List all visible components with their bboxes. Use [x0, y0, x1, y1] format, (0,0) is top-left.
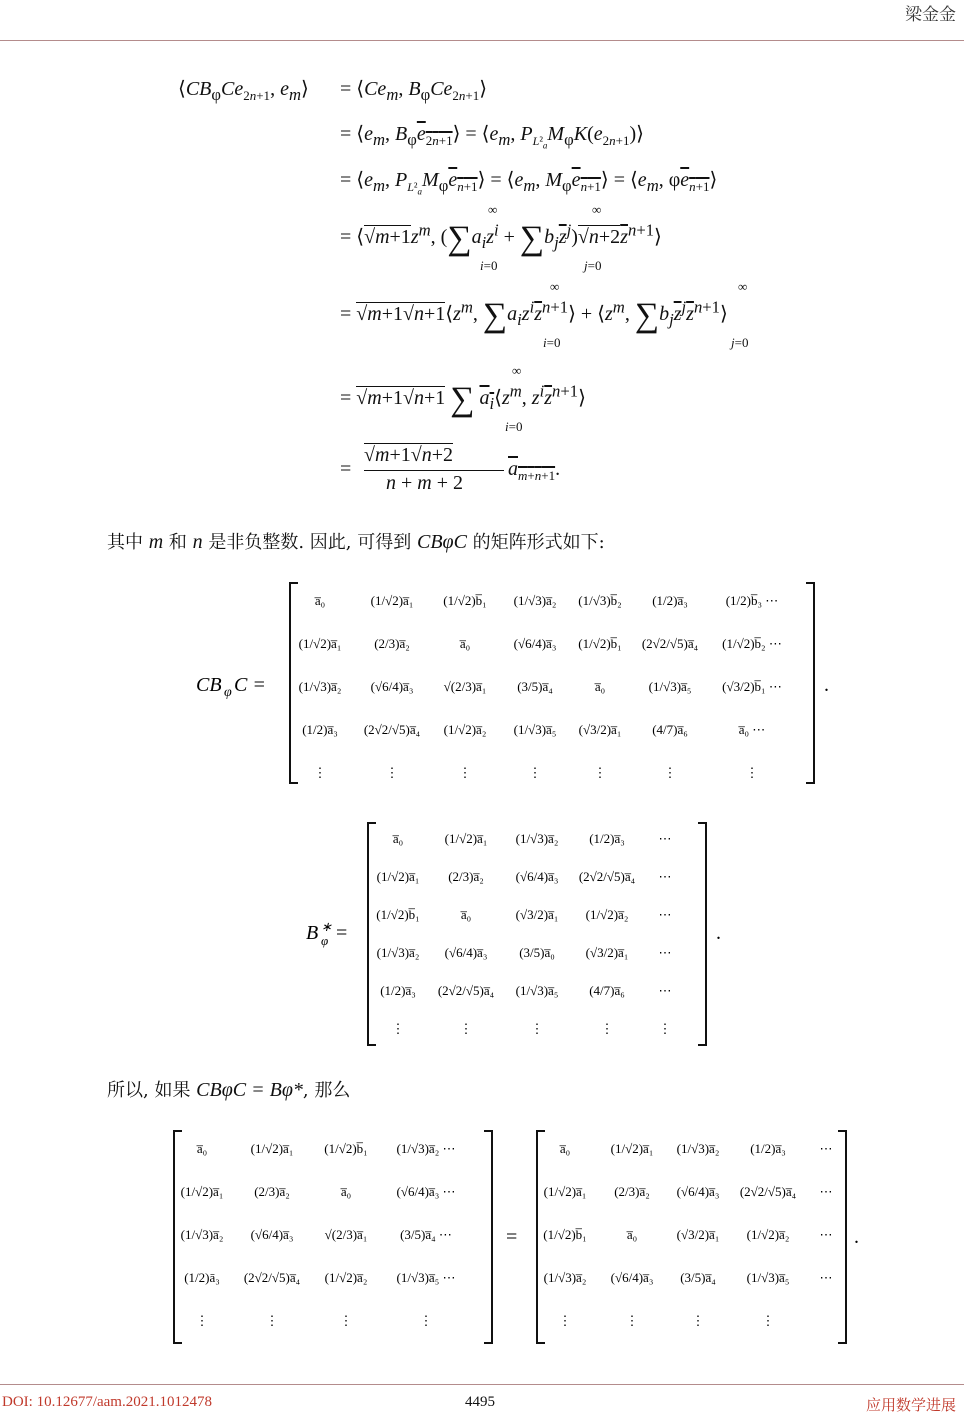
equation-line-2: = $⟨e_m$, $B_\varphi e_{2n+1}⟩$ = $⟨e_m$, $P_{L^2_a}M_\varphi K(e_{2n+1})⟩$: [340, 123, 644, 151]
matrix-cell: (√3/2)a̅₁: [515, 907, 559, 922]
matrix-cell: ⋯: [819, 1270, 833, 1285]
equation-block: $⟨CB_\varphi Ce_{2n+1}$, $e_m⟩$ = $⟨Ce_m$, $B_\varphi Ce_{2n+1}⟩$ = $⟨e_m$, $B_\varphi e_{2n+1}⟩$ = $⟨e_m$, $P_{L^2_a}M_\varphi K(e_{2n+1})⟩$ = $⟨e_m$, $P_{L^2_a}M_\varphi e_{n+1}⟩$ = $⟨e_m$, $M_\varphi e_{n+1}⟩$ = $⟨e_m$, $\varphi e_{n+1}⟩$ = $⟨√m+1z^m$, ($\sum a_iz^i$ + $\sum b_j\overline{z}^j)√n+2\overline{z}^{n+1}⟩$ ∞ i=0 ∞ j=0 = $√m+1√n+1⟨z^m$, $\sum a_iz^i\overline{z}^{n+1}⟩$ + $⟨z^m$, $\sum b_j\overline{z}^j\overline{z}^{n+1}⟩$ ∞ i=0 ∞ j=0 = √m+1√n+1 ∑ $a_i⟨z^m$, $z^i\overline{z}^{n+1}⟩$ ∞ i=0 = √m+1√n+2 n + m + 2 $a_{m+n+1}$.: [178, 78, 749, 494]
matrix-cell: (1/√3)a̅₂: [543, 1270, 587, 1285]
matrix-cell: (1/√3)b̅₂: [578, 593, 622, 608]
matrix-bstar-label: B: [306, 922, 319, 944]
matrix-cell: (2/3)a̅₂: [614, 1184, 650, 1199]
matrix-bstar: [0, 815, 964, 1055]
paragraph-matrix-intro: [107, 528, 605, 554]
matrix-cell: (1/√2)a̅₁: [543, 1184, 587, 1199]
para-operator: CBφC: [416, 531, 467, 553]
matrix-cell: ⋮: [530, 1021, 544, 1036]
matrix-cell: (1/√2)a̅₂: [324, 1270, 368, 1285]
matrix-cell: (1/√2)a̅₁: [444, 831, 488, 846]
matrix-cell: (1/2)a̅₃: [589, 831, 625, 846]
matrix-cell: (√6/4)a̅₃: [370, 679, 414, 694]
para-text: 和: [163, 532, 193, 553]
matrix-cell: (√6/4)a̅₃: [250, 1227, 294, 1242]
matrix-cell: ⋮: [458, 765, 472, 780]
paragraph-conclusion: [107, 1076, 350, 1102]
matrix-cell: (1/√2)b̅₁: [376, 907, 420, 922]
matrix-cell: (1/√3)a̅₂: [376, 945, 420, 960]
equation-line-1: $⟨CB_\varphi Ce_{2n+1}$, $e_m⟩$: [178, 78, 309, 104]
matrix-cell: (√6/4)a̅₃: [676, 1184, 720, 1199]
matrix-cell: (1/√2)b̅₁: [324, 1141, 368, 1156]
matrix-cell: (2/3)a̅₂: [254, 1184, 290, 1199]
matrix-cell: ⋮: [600, 1021, 614, 1036]
matrix-cell: ⋮: [658, 1021, 672, 1036]
matrix-cell: ⋯: [658, 831, 672, 846]
matrix-cell: (2√2/√5)a̅₄: [739, 1184, 797, 1199]
matrix-cell: (1/√3)a̅₅: [515, 983, 559, 998]
matrix-cell: a̅₀: [459, 636, 471, 651]
matrix-cell: (2/3)a̅₂: [448, 869, 484, 884]
matrix-cell: (√6/4)a̅₃: [444, 945, 488, 960]
para-var: n: [192, 531, 203, 553]
footer-rule: [0, 1384, 964, 1385]
matrix-cell: (1/√2)a̅₁: [180, 1184, 224, 1199]
matrix-cell: ⋮: [195, 1313, 209, 1328]
svg-text:=: =: [506, 1226, 518, 1248]
equation-line-1-rhs: = $⟨Ce_m$, $B_\varphi Ce_{2n+1}⟩$: [340, 78, 488, 104]
matrix-cell: ⋯: [658, 983, 672, 998]
matrix-cell: (√3/2)a̅₁: [676, 1227, 720, 1242]
svg-text:C =: C =: [234, 674, 266, 696]
page-number: 4495: [465, 1394, 495, 1410]
matrix-equality: [0, 1123, 964, 1353]
equation-line-4: = $⟨√m+1z^m$, ($\sum a_iz^i$ + $\sum b_j\overline{z}^j)√n+2\overline{z}^{n+1}⟩$ ∞ i=0 ∞ j=0: [340, 202, 662, 273]
matrix-cell: (1/√3)a̅₂ ⋯: [396, 1141, 456, 1156]
matrix-cell: a̅₀: [559, 1141, 571, 1156]
equation-line-3: = $⟨e_m$, $P_{L^2_a}M_\varphi e_{n+1}⟩$ = $⟨e_m$, $M_\varphi e_{n+1}⟩$ = $⟨e_m$, $\varphi e_{n+1}⟩$: [340, 169, 718, 197]
matrix-cell: (1/√2)a̅₁: [370, 593, 414, 608]
matrix-cell: ⋯: [819, 1227, 833, 1242]
matrix-cell: a̅₀: [460, 907, 472, 922]
matrix-cell: (1/√3)a̅₂: [515, 831, 559, 846]
matrix-cell: a̅₀: [626, 1227, 638, 1242]
matrix-cell: (2√2/√5)a̅₄: [641, 636, 699, 651]
para-text: 所以, 如果: [107, 1080, 197, 1101]
matrix-cell: ⋮: [625, 1313, 639, 1328]
svg-text:φ: φ: [321, 933, 329, 948]
matrix-cell: (√6/4)a̅₃ ⋯: [396, 1184, 456, 1199]
matrix-cell: (4/7)a̅₆: [652, 722, 688, 737]
matrix-cell: (1/2)b̅₃ ⋯: [725, 593, 779, 608]
matrix-cell: (√6/4)a̅₃: [513, 636, 557, 651]
matrix-cell: (1/2)a̅₃: [302, 722, 338, 737]
matrix-cell: (1/√3)a̅₂: [513, 593, 557, 608]
para-text: , 那么: [302, 1080, 351, 1101]
matrix-cell: (1/√2)a̅₁: [298, 636, 342, 651]
matrix-cell: ⋮: [339, 1313, 353, 1328]
matrix-cell: (2√2/√5)a̅₄: [437, 983, 495, 998]
equation-line-5: = $√m+1√n+1⟨z^m$, $\sum a_iz^i\overline{z}^{n+1}⟩$ + $⟨z^m$, $\sum b_j\overline{z}^j\overline{z}^{n+1}⟩$ ∞ i=0 ∞ j=0: [340, 279, 749, 350]
matrix-cell: (1/√3)a̅₅: [746, 1270, 790, 1285]
matrix-cell: ⋯: [658, 869, 672, 884]
matrix-cell: (1/2)a̅₃: [380, 983, 416, 998]
matrix-cell: ⋮: [663, 765, 677, 780]
matrix-cell: (1/√2)a̅₂: [585, 907, 629, 922]
matrix-cell: (1/√2)a̅₂: [746, 1227, 790, 1242]
matrix-cell: (1/√2)b̅₁: [578, 636, 622, 651]
para-text: 的矩阵形式如下:: [466, 532, 605, 553]
matrix-cbc-label: CB: [196, 674, 222, 696]
matrix-cell: ⋮: [419, 1313, 433, 1328]
matrix-cell: (√3/2)a̅₁: [578, 722, 622, 737]
matrix-cell: ⋯: [819, 1184, 833, 1199]
matrix-cell: (1/√3)a̅₂: [298, 679, 342, 694]
header-author: 梁金金: [905, 5, 956, 25]
svg-text:.: .: [824, 674, 829, 696]
matrix-cell: a̅₀: [340, 1184, 352, 1199]
matrix-cell: (√3/2)a̅₁: [585, 945, 629, 960]
matrix-cell: (2/3)a̅₂: [374, 636, 410, 651]
footer-doi[interactable]: DOI: 10.12677/aam.2021.1012478: [2, 1394, 212, 1410]
matrix-cell: (√3/2)b̅₁ ⋯: [722, 679, 782, 694]
matrix-cell: √(2/3)a̅₁: [324, 1227, 368, 1242]
matrix-cell: ⋮: [558, 1313, 572, 1328]
matrix-cell: ⋮: [528, 765, 542, 780]
matrix-cell: (1/√2)a̅₁: [250, 1141, 294, 1156]
matrix-cell: (1/√2)a̅₁: [376, 869, 420, 884]
svg-text:=: =: [336, 922, 348, 944]
matrix-cell: (3/5)a̅₄ ⋯: [400, 1227, 452, 1242]
matrix-cell: a̅₀ ⋯: [738, 722, 766, 737]
matrix-cell: (1/2)ā₃: [184, 1270, 220, 1285]
matrix-cell: ⋮: [459, 1021, 473, 1036]
matrix-cell: (3/5)a̅₀: [519, 945, 555, 960]
matrix-cell: a̅₀: [314, 593, 326, 608]
svg-text:.: .: [854, 1226, 859, 1248]
matrix-cell: (1/√2)a̅₁: [610, 1141, 654, 1156]
matrix-cell: (1/2)a̅₃: [652, 593, 688, 608]
matrix-cell: (2√2/√5)a̅₄: [363, 722, 421, 737]
matrix-cell: a̅₀: [594, 679, 606, 694]
matrix-cell: (1/√3)a̅₂: [676, 1141, 720, 1156]
matrix-cbc: [0, 575, 964, 790]
matrix-cell: ⋮: [761, 1313, 775, 1328]
matrix-cell: (√6/4)a̅₃: [610, 1270, 654, 1285]
matrix-cell: (2√2/√5)a̅₄: [243, 1270, 301, 1285]
matrix-cell: ⋯: [658, 945, 672, 960]
matrix-cell: ⋮: [745, 765, 759, 780]
matrix-cell: (1/√2)b̅₂ ⋯: [722, 636, 782, 651]
matrix-cell: (3/5)a̅₄: [517, 679, 553, 694]
matrix-cell: (1/√2)a̅₂: [443, 722, 487, 737]
para-var: m: [148, 531, 164, 553]
matrix-cell: ⋮: [385, 765, 399, 780]
matrix-cell: (3/5)a̅₄: [680, 1270, 716, 1285]
matrix-cell: (1/√3)a̅₅: [513, 722, 557, 737]
matrix-cell: (2√2/√5)a̅₄: [578, 869, 636, 884]
matrix-cell: ⋯: [658, 907, 672, 922]
para-text: 其中: [107, 532, 149, 553]
matrix-cell: ⋮: [593, 765, 607, 780]
matrix-cell: a̅₀: [392, 831, 404, 846]
matrix-cell: (√6/4)a̅₃: [515, 869, 559, 884]
matrix-cell: (1/√2)b̅₁: [443, 593, 487, 608]
footer-journal: 应用数学进展: [865, 1398, 956, 1414]
matrix-cell: ⋮: [691, 1313, 705, 1328]
matrix-cell: ⋮: [391, 1021, 405, 1036]
svg-text:.: .: [716, 922, 721, 944]
equation-line-6: = √m+1√n+1 ∑ $a_i⟨z^m$, $z^i\overline{z}^{n+1}⟩$ ∞ i=0: [340, 363, 586, 434]
matrix-cell: √(2/3)a̅₁: [443, 679, 487, 694]
para-text: 是非负整数. 因此, 可得到: [202, 532, 417, 553]
para-equation: CBφC = Bφ*: [196, 1079, 303, 1101]
matrix-cell: (4/7)a̅₆: [589, 983, 625, 998]
header-rule: [0, 40, 964, 41]
matrix-cell: ⋮: [313, 765, 327, 780]
svg-text:φ: φ: [224, 685, 232, 700]
matrix-cell: ⋯: [819, 1141, 833, 1156]
matrix-cell: (1/√3)a̅₅ ⋯: [396, 1270, 456, 1285]
matrix-cell: (1/√3)a̅₅: [648, 679, 692, 694]
matrix-cell: a̅₀: [196, 1141, 208, 1156]
matrix-cell: (1/√3)a̅₂: [180, 1227, 224, 1242]
matrix-cell: (1/2)a̅₃: [750, 1141, 786, 1156]
matrix-cell: (1/√2)b̅₁: [543, 1227, 587, 1242]
matrix-cell: ⋮: [265, 1313, 279, 1328]
svg-text:∗: ∗: [321, 919, 332, 934]
